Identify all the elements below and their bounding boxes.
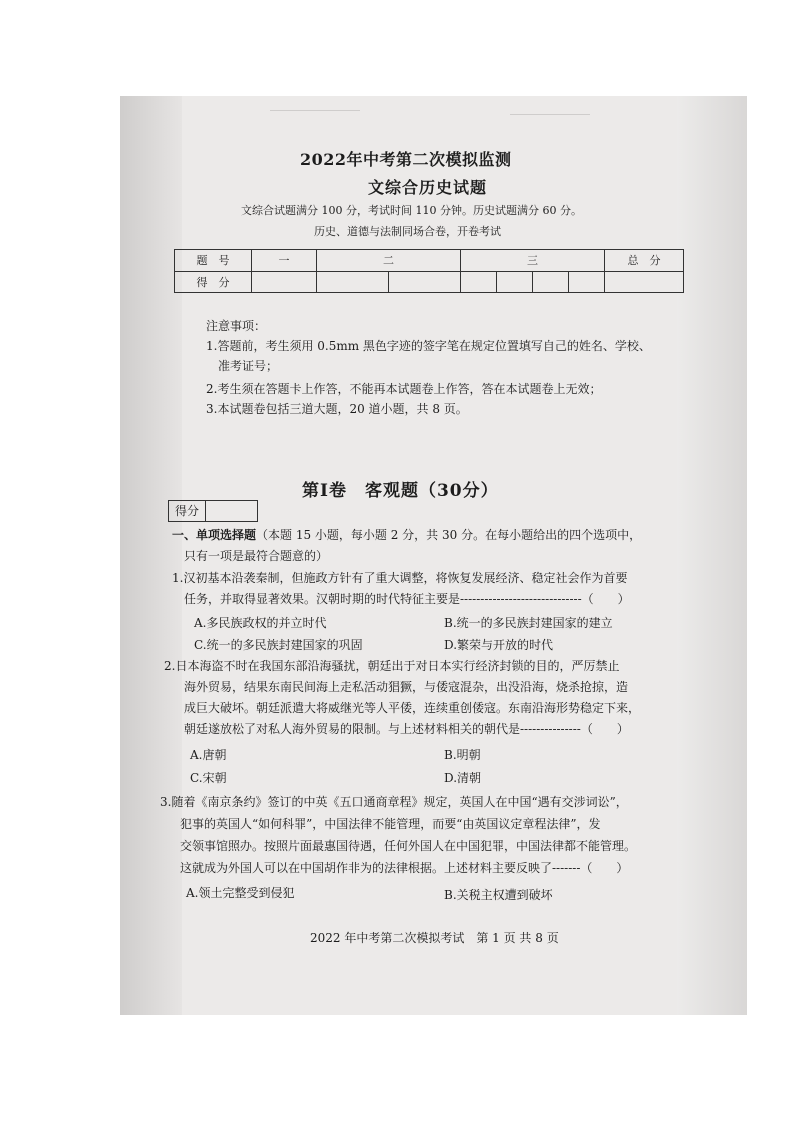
paper-title: 文综合历史试题 — [368, 178, 488, 197]
score-table-header-label: 题 号 — [175, 250, 252, 272]
q2-option-d: D.清朝 — [444, 771, 482, 785]
notes-heading: 注意事项： — [206, 319, 267, 333]
question-3-line: 3.随着《南京条约》签订的中英《五口通商章程》规定，英国人在中国“遇有交涉词讼”， — [160, 795, 628, 809]
score-cell — [389, 271, 461, 293]
q2-option-c: C.宋朝 — [190, 771, 227, 785]
score-table-header-total: 总 分 — [605, 250, 684, 272]
question-3-line: 交领事馆照办。按照片面最惠国待遇，任何外国人在中国犯罪，中国法律都不能管理。 — [180, 839, 637, 853]
q1-option-c: C.统一的多民族封建国家的巩固 — [194, 638, 363, 652]
page-footer: 2022 年中考第二次模拟考试 第 1 页 共 8 页 — [310, 931, 559, 945]
question-2-line: 海外贸易，结果东南民间海上走私活动猖獗，与倭寇混杂，出没沿海，烧杀抢掠，造 — [184, 680, 629, 694]
score-box-blank — [206, 501, 257, 521]
exam-info-line-1: 文综合试题满分 100 分，考试时间 110 分钟。历史试题满分 60 分。 — [241, 204, 582, 217]
section-score-box — [168, 500, 258, 522]
q2-option-a: A.唐朝 — [190, 748, 227, 762]
q1-option-a: A.多民族政权的并立时代 — [194, 616, 327, 630]
q2-option-b: B.明朝 — [444, 748, 481, 762]
score-cell — [533, 271, 569, 293]
q3-option-b: B.关税主权遭到破坏 — [444, 888, 553, 902]
score-table — [174, 249, 684, 293]
bleed-through-mark — [270, 110, 360, 121]
score-table-row-label: 得 分 — [175, 271, 252, 293]
part1-instructions-cont: 只有一项是最符合题意的） — [184, 549, 329, 563]
exam-title: 2022年中考第二次模拟监测 — [300, 150, 512, 169]
part1-instructions: （本题 15 小题，每小题 2 分，共 30 分。在每小题给出的四个选项中， — [256, 528, 642, 542]
photo-shadow-left — [120, 96, 182, 1015]
note-item: 1.答题前，考生须用 0.5mm 黑色字迹的签字笔在规定位置填写自己的姓名、学校、 — [206, 339, 651, 353]
scanned-exam-page — [120, 96, 747, 1015]
score-cell — [497, 271, 533, 293]
photo-shadow-right — [677, 96, 747, 1015]
question-3-line: 犯事的英国人“如何科罪”，中国法律不能管理，而要“由英国议定章程法律”，发 — [180, 817, 601, 831]
score-cell — [569, 271, 605, 293]
question-1-line: 任务，并取得显著效果。汉朝时期的时代特征主要是------------------------------（ ） — [184, 592, 630, 606]
note-item: 2.考生须在答题卡上作答，不能再本试题卷上作答，答在本试题卷上无效； — [206, 382, 602, 396]
score-table-header-part1: 一 — [252, 250, 317, 272]
part1-heading-line — [172, 525, 641, 546]
q1-option-d: D.繁荣与开放的时代 — [444, 638, 554, 652]
score-table-header-part3: 三 — [461, 250, 605, 272]
question-1-line: 1.汉初基本沿袭秦制，但施政方针有了重大调整，将恢复发展经济、稳定社会作为首要 — [172, 571, 628, 585]
question-3-line: 这就成为外国人可以在中国胡作非为的法律根据。上述材料主要反映了-------（ ） — [180, 861, 629, 875]
score-box-label: 得分 — [169, 501, 206, 521]
question-2-line: 2.日本海盗不时在我国东部沿海骚扰，朝廷出于对日本实行经济封锁的目的，严厉禁止 — [164, 659, 620, 673]
score-cell — [461, 271, 497, 293]
bleed-through-mark — [510, 114, 590, 125]
note-item: 准考证号； — [218, 359, 279, 373]
question-2-line: 成巨大破坏。朝廷派遣大将威继光等人平倭，连续重创倭寇。东南沿海形势稳定下来， — [184, 701, 641, 715]
score-cell — [252, 271, 317, 293]
exam-info-line-2: 历史、道德与法制同场合卷，开卷考试 — [314, 225, 501, 238]
score-table-header-part2: 二 — [317, 250, 461, 272]
score-cell — [317, 271, 389, 293]
q1-option-b: B.统一的多民族封建国家的建立 — [444, 616, 613, 630]
part1-heading: 一、单项选择题 — [172, 528, 257, 542]
q3-option-a: A.领土完整受到侵犯 — [186, 886, 295, 900]
section-title: 第Ⅰ卷 客观题（30分） — [302, 481, 499, 501]
score-cell — [605, 271, 684, 293]
question-2-line: 朝廷遂放松了对私人海外贸易的限制。与上述材料相关的朝代是---------------（ ） — [184, 722, 629, 736]
note-item: 3.本试题卷包括三道大题，20 道小题，共 8 页。 — [206, 402, 468, 416]
